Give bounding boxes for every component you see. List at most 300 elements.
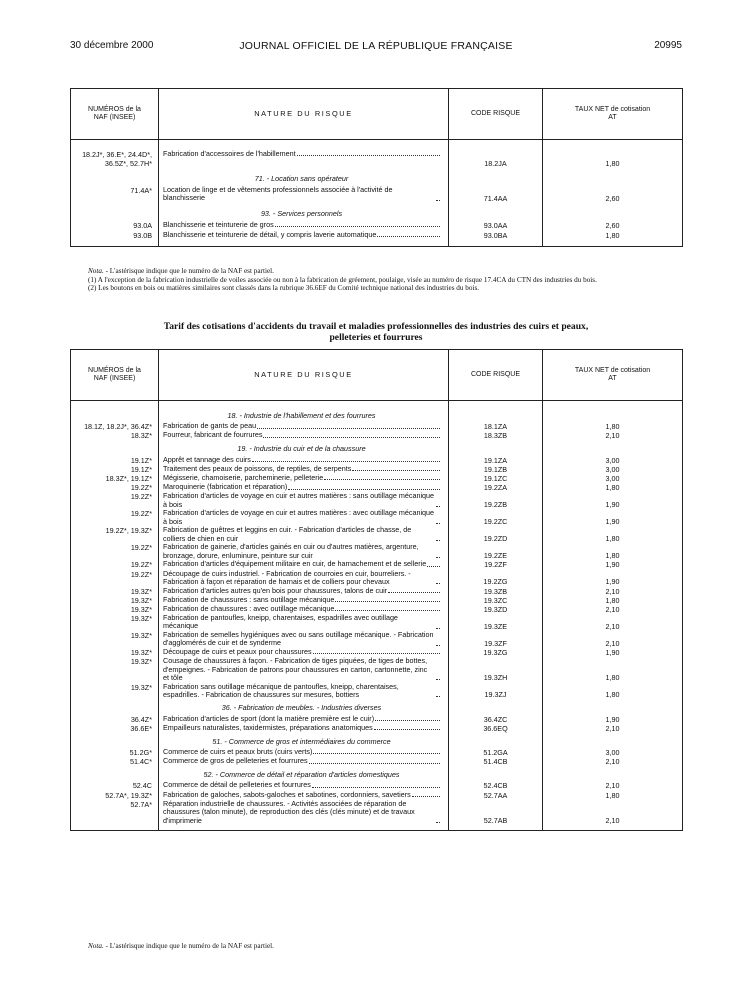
naf-cell (71, 648, 159, 657)
col-code-header: CODE RISQUE (449, 350, 543, 401)
code-cell (449, 465, 543, 474)
dot-leader (312, 787, 440, 788)
risk-label: Apprêt et tannage des cuirs (163, 454, 251, 464)
code-cell (449, 682, 543, 699)
risk-cell (159, 509, 449, 526)
section-title: 18. - Industrie de l'habillement et des fourrures (159, 401, 449, 423)
risk-table-1-body (71, 140, 683, 247)
rate-value: 1,80 (605, 595, 620, 605)
dot-leader (436, 696, 440, 697)
risk-code: 19.1ZB (483, 464, 508, 474)
dot-leader (412, 796, 440, 797)
risk-table-2-body (71, 401, 683, 831)
table-row (71, 509, 683, 526)
naf-cell (71, 140, 159, 169)
dot-leader (436, 679, 440, 680)
rate-cell (543, 401, 683, 423)
rate-cell (543, 543, 683, 560)
rate-cell (543, 724, 683, 733)
naf-number: 18.2J*, 36.E*, 24.4D*, 36.5Z*, 52.7H* (82, 150, 152, 168)
section-title: 71. - Location sans opérateur (159, 168, 449, 185)
dot-leader (436, 506, 440, 507)
risk-label: Fabrication de chaussures : avec outillage mécanique (163, 603, 335, 613)
risk-label-wrap (163, 431, 440, 439)
rate-value: 1,80 (605, 422, 620, 432)
risk-label-wrap (163, 631, 440, 648)
dot-leader (252, 461, 440, 462)
naf-number: 93.0B (133, 230, 152, 240)
naf-cell (71, 682, 159, 699)
naf-cell (71, 614, 159, 631)
risk-cell (159, 492, 449, 509)
rate-cell (543, 509, 683, 526)
rate-value: 3,00 (605, 748, 620, 758)
risk-label-wrap (163, 605, 440, 613)
section-row (71, 168, 683, 185)
naf-number: 19.2Z* (130, 569, 152, 579)
rate-cell (543, 168, 683, 185)
rate-value: 1,90 (605, 517, 620, 527)
naf-cell (71, 440, 159, 455)
naf-cell (71, 560, 159, 569)
code-cell (449, 230, 543, 247)
rate-cell (543, 185, 683, 203)
risk-code: 19.3ZC (483, 595, 508, 605)
col-naf-header: NUMÉROS de la NAF (INSEE) (71, 350, 159, 401)
rate-value: 2,60 (605, 193, 620, 203)
risk-label-wrap (163, 231, 440, 239)
code-cell (449, 185, 543, 203)
risk-label-wrap (163, 221, 440, 229)
naf-cell (71, 492, 159, 509)
risk-label: Fabrication de chaussures : sans outillage mécanique (163, 594, 335, 604)
risk-code: 51.4CB (483, 757, 508, 767)
risk-label: Fabrication sans outillage mécanique de pantoufles, kneipp, charentaises, espadrilles. - Fabrication de chaussures sur mesures, bottiers (163, 681, 399, 700)
table-row (71, 657, 683, 682)
rate-cell (543, 422, 683, 431)
risk-label-wrap (163, 587, 440, 595)
table-row (71, 757, 683, 766)
dot-leader (375, 720, 440, 721)
naf-number: 19.3Z* (130, 614, 152, 624)
rate-cell (543, 203, 683, 220)
naf-cell (71, 422, 159, 431)
risk-cell (159, 526, 449, 543)
rate-value: 2,10 (605, 781, 620, 791)
risk-label: Fabrication de gainerie, d'articles gainés en cuir ou d'autres matières, argenture, bronzage, dorure, enluminure, peinture sur cuir (163, 542, 419, 560)
page-header (70, 40, 682, 54)
nota-label: Nota. (88, 267, 104, 275)
code-cell (449, 401, 543, 423)
risk-label: Fabrication de guêtres et leggins en cuir. - Fabrication d'articles de chasse, de colliers de chien en cuir (163, 525, 412, 543)
naf-cell (71, 509, 159, 526)
rate-value: 1,90 (605, 714, 620, 724)
section-row (71, 699, 683, 714)
naf-cell (71, 526, 159, 543)
section-title: 36. - Fabrication de meubles. - Industries diverses (159, 699, 449, 714)
section-title: 51. - Commerce de gros et intermédiaires du commerce (159, 733, 449, 748)
rate-cell (543, 596, 683, 605)
code-cell (449, 648, 543, 657)
rate-cell (543, 230, 683, 247)
dot-leader (297, 155, 440, 156)
dot-leader (288, 489, 440, 490)
code-cell (449, 203, 543, 220)
naf-cell (71, 230, 159, 247)
rate-value: 2,10 (605, 757, 620, 767)
risk-cell (159, 185, 449, 203)
dot-leader (436, 200, 440, 201)
code-cell (449, 631, 543, 648)
dot-leader (388, 592, 440, 593)
code-cell (449, 586, 543, 595)
risk-code: 52.7AA (483, 790, 508, 800)
dot-leader (436, 583, 440, 584)
table-row (71, 220, 683, 230)
naf-number: 52.7A* (130, 799, 152, 809)
col-code-header: CODE RISQUE (449, 89, 543, 140)
naf-cell (71, 699, 159, 714)
naf-cell (71, 657, 159, 682)
risk-label: Commerce de cuirs et peaux bruts (cuirs verts) (163, 747, 313, 757)
risk-label: Cousage de chaussures à façon. - Fabrication de tiges piquées, de tiges de bottes, d'empeignes. - Fabrication de patrons pour chaussures en carton, cartonnette, zinc et tôle (163, 656, 428, 683)
code-cell (449, 543, 543, 560)
dot-leader (263, 437, 440, 438)
rate-cell (543, 586, 683, 595)
risk-cell (159, 220, 449, 230)
naf-cell (71, 455, 159, 464)
dot-leader (313, 753, 440, 754)
naf-number: 51.4C* (130, 757, 152, 767)
rate-value: 3,00 (605, 473, 620, 483)
code-cell (449, 596, 543, 605)
risk-label: Blanchisserie et teinturerie de gros (163, 219, 274, 229)
code-cell (449, 605, 543, 614)
naf-cell (71, 168, 159, 185)
risk-code: 52.4CB (483, 781, 508, 791)
col-rate-header: TAUX NET de cotisation AT (543, 89, 683, 140)
naf-number: 19.3Z* (130, 604, 152, 614)
risk-label-wrap (163, 781, 440, 789)
naf-number: 19.2Z*, 19.3Z* (105, 526, 152, 536)
rate-cell (543, 648, 683, 657)
table-row (71, 526, 683, 543)
risk-code: 19.1ZA (483, 455, 508, 465)
rate-value: 1,90 (605, 560, 620, 570)
code-cell (449, 492, 543, 509)
code-cell (449, 614, 543, 631)
rate-value: 2,10 (605, 604, 620, 614)
naf-number: 71.4A* (130, 186, 152, 195)
naf-number: 51.2G* (129, 748, 152, 758)
risk-label: Fabrication de galoches, sabots-galoches et sabotines, cordonniers, savetiers (163, 789, 411, 799)
rate-value: 1,80 (605, 159, 620, 168)
risk-code: 52.7AB (483, 816, 508, 825)
risk-label-wrap (163, 657, 440, 682)
risk-label: Découpage de cuirs industriel. - Fabrication de courroies en cuir, bourreliers. - Fabrication à façon et réparation de harnais et de colliers pour chevaux (163, 568, 411, 586)
risk-label-wrap (163, 715, 440, 723)
risk-code: 51.2GA (483, 748, 508, 758)
risk-code: 19.2ZE (483, 551, 508, 561)
rate-value: 2,10 (605, 621, 620, 631)
risk-code: 19.2ZG (483, 577, 508, 587)
naf-cell (71, 543, 159, 560)
risk-code: 19.2ZF (484, 560, 507, 570)
risk-cell (159, 682, 449, 699)
naf-cell (71, 185, 159, 203)
rate-value: 1,80 (605, 230, 620, 240)
code-cell (449, 699, 543, 714)
rate-cell (543, 748, 683, 757)
code-cell (449, 440, 543, 455)
risk-code: 71.4AA (483, 193, 508, 203)
table-row (71, 614, 683, 631)
rate-cell (543, 714, 683, 723)
risk-label-wrap (163, 526, 440, 543)
rate-value: 2,10 (605, 638, 620, 648)
risk-label-wrap (163, 422, 440, 430)
code-cell (449, 140, 543, 169)
risk-label-wrap (163, 757, 440, 765)
naf-number: 18.3Z* (130, 431, 152, 441)
risk-label: Fabrication de gants de peau (163, 421, 257, 431)
risk-label: Fabrication de semelles hygiéniques avec ou sans outillage mécanique. - Fabrication d'agglomérés de cuir et de synderme (163, 630, 434, 648)
risk-label-wrap (163, 150, 440, 158)
risk-label-wrap (163, 683, 440, 700)
naf-cell (71, 631, 159, 648)
naf-number: 18.1Z, 18.2J*, 36.4Z* (84, 422, 152, 432)
naf-number: 52.4C (132, 781, 152, 791)
risk-code: 19.2ZA (483, 483, 508, 493)
risk-code: 19.2ZC (483, 517, 508, 527)
table-row (71, 560, 683, 569)
naf-number: 19.3Z* (130, 586, 152, 596)
code-cell (449, 733, 543, 748)
col-risk-header: NATURE DU RISQUE (159, 89, 449, 140)
naf-cell (71, 605, 159, 614)
dot-leader (257, 428, 440, 429)
rate-value: 2,10 (605, 723, 620, 733)
section-title: 52. - Commerce de détail et réparation d'articles domestiques (159, 766, 449, 781)
risk-label-wrap (163, 648, 440, 656)
risk-label-wrap (163, 791, 440, 799)
risk-code: 36.6EQ (483, 723, 508, 733)
risk-label-wrap (163, 800, 440, 825)
naf-cell (71, 569, 159, 586)
rate-cell (543, 614, 683, 631)
code-cell (449, 220, 543, 230)
rate-value: 1,90 (605, 577, 620, 587)
rate-value: 1,80 (605, 534, 620, 544)
naf-cell (71, 766, 159, 781)
risk-cell (159, 140, 449, 169)
naf-cell (71, 733, 159, 748)
risk-code: 19.3ZF (484, 638, 507, 648)
risk-label: Location de linge et de vêtements professionnels associée à l'activité de blanchisserie (163, 185, 393, 203)
rate-value: 1,80 (605, 483, 620, 493)
rate-cell (543, 605, 683, 614)
rate-cell (543, 140, 683, 169)
dot-leader (309, 763, 440, 764)
naf-cell (71, 748, 159, 757)
risk-code: 19.3ZE (483, 621, 508, 631)
col-rate-header: TAUX NET de cotisation AT (543, 350, 683, 401)
risk-label: Fabrication de pantoufles, kneipp, charentaises, espadrilles avec outillage mécanique (163, 613, 398, 631)
notes-block-1 (70, 267, 682, 293)
risk-code: 18.1ZA (483, 422, 508, 432)
risk-label-wrap (163, 724, 440, 732)
risk-label: Réparation industrielle de chaussures. - Activités associées de réparation de chaussures (talon minute), de reproduction des clés (clés minute) et de travaux d'imprimerie (163, 798, 415, 825)
risk-label: Fabrication d'articles autres qu'en bois pour chaussures, talons de cuir (163, 585, 388, 595)
dot-leader (436, 540, 440, 541)
code-cell (449, 526, 543, 543)
risk-code: 36.4ZC (483, 714, 508, 724)
code-cell (449, 422, 543, 431)
rate-cell (543, 781, 683, 790)
naf-cell (71, 757, 159, 766)
rate-value: 2,60 (605, 220, 620, 230)
risk-code: 19.3ZD (483, 604, 508, 614)
code-cell (449, 766, 543, 781)
rate-value: 3,00 (605, 455, 620, 465)
code-cell (449, 781, 543, 790)
code-cell (449, 560, 543, 569)
risk-label: Mégisserie, chamoiserie, parcheminerie, pelleterie (163, 472, 324, 482)
risk-table-1 (70, 88, 683, 247)
table-row (71, 492, 683, 509)
nota-text: - L'astérisque indique que le numéro de la NAF est partiel. (103, 267, 274, 275)
section-row (71, 440, 683, 455)
risk-label-wrap (163, 492, 440, 509)
naf-number: 19.3Z* (130, 648, 152, 658)
table-row (71, 724, 683, 733)
naf-cell (71, 790, 159, 799)
risk-cell (159, 543, 449, 560)
rate-cell (543, 800, 683, 831)
rate-cell (543, 474, 683, 483)
risk-label: Fabrication d'articles de voyage en cuir et autres matières : sans outillage mécanique à bois (163, 491, 435, 509)
risk-label-wrap (163, 596, 440, 604)
risk-label: Fabrication d'articles de voyage en cuir et autres matières : avec outillage mécanique à bois (163, 508, 435, 526)
risk-cell (159, 230, 449, 247)
rate-cell (543, 526, 683, 543)
naf-cell (71, 474, 159, 483)
risk-label: Blanchisserie et teinturerie de détail, y compris laverie automatique (163, 229, 377, 239)
rate-value: 1,90 (605, 500, 620, 510)
naf-number: 19.3Z* (130, 657, 152, 667)
code-cell (449, 474, 543, 483)
rate-cell (543, 766, 683, 781)
rate-cell (543, 657, 683, 682)
risk-label: Découpage de cuirs et peaux pour chaussures (163, 647, 312, 657)
nota-label: Nota. (88, 942, 104, 950)
naf-cell (71, 596, 159, 605)
code-cell (449, 724, 543, 733)
risk-code: 93.0BA (483, 230, 508, 240)
naf-number: 93.0A (133, 220, 152, 230)
code-cell (449, 509, 543, 526)
dot-leader (427, 566, 440, 567)
rate-value: 2,10 (605, 586, 620, 596)
risk-cell (159, 724, 449, 733)
code-cell (449, 483, 543, 492)
risk-code: 93.0AA (483, 220, 508, 230)
rate-cell (543, 483, 683, 492)
footnote-1: (1) A l'exception de la fabrication industrielle de voiles associée ou non à la fabrication de gréement, poulaige, visée au numéro de risque 17.4CA du CTN des industries du bois. (88, 275, 597, 284)
risk-code: 19.1ZC (483, 473, 508, 483)
rate-value: 3,00 (605, 464, 620, 474)
rate-cell (543, 757, 683, 766)
table-row (71, 185, 683, 203)
naf-cell (71, 203, 159, 220)
naf-number: 19.3Z* (130, 682, 152, 692)
table-row (71, 140, 683, 169)
dot-leader (436, 557, 440, 558)
rate-value: 1,90 (605, 648, 620, 658)
rate-cell (543, 699, 683, 714)
risk-label: Traitement des peaux de poissons, de reptiles, de serpents (163, 463, 352, 473)
dot-leader (275, 226, 440, 227)
risk-code: 19.3ZG (483, 648, 508, 658)
rate-cell (543, 790, 683, 799)
risk-label-wrap (163, 465, 440, 473)
risk-label-wrap (163, 748, 440, 756)
code-cell (449, 800, 543, 831)
risk-cell (159, 657, 449, 682)
risk-label-wrap (163, 456, 440, 464)
risk-cell (159, 431, 449, 440)
rate-value: 2,10 (605, 431, 620, 441)
code-cell (449, 569, 543, 586)
naf-number: 19.2Z* (130, 543, 152, 553)
naf-cell (71, 724, 159, 733)
code-cell (449, 431, 543, 440)
naf-number: 19.3Z* (130, 595, 152, 605)
risk-code: 18.3ZB (483, 431, 508, 441)
section-row (71, 766, 683, 781)
tariff-title-line-2: pelleteries et fourrures (329, 332, 423, 343)
risk-code: 19.3ZH (483, 673, 508, 683)
dot-leader (436, 628, 440, 629)
journal-title: JOURNAL OFFICIEL DE LA RÉPUBLIQUE FRANÇAISE (239, 40, 513, 52)
risk-cell (159, 800, 449, 831)
notes-block-2 (70, 942, 682, 951)
rate-cell (543, 733, 683, 748)
rate-cell (543, 455, 683, 464)
dot-leader (335, 610, 440, 611)
section-row (71, 203, 683, 220)
risk-label: Commerce de gros de pelleteries et fourrures (163, 756, 308, 766)
naf-number: 19.2Z* (130, 492, 152, 502)
naf-cell (71, 401, 159, 423)
col-risk-header: NATURE DU RISQUE (159, 350, 449, 401)
code-cell (449, 657, 543, 682)
rate-cell (543, 631, 683, 648)
dot-leader (352, 470, 440, 471)
risk-label: Empailleurs naturalistes, taxidermistes, préparations anatomiques (163, 722, 373, 732)
risk-label: Commerce de détail de pelleteries et fourrures (163, 780, 311, 790)
dot-leader (436, 822, 440, 823)
code-cell (449, 790, 543, 799)
rate-value: 2,10 (605, 816, 620, 825)
dot-leader (377, 236, 440, 237)
naf-cell (71, 431, 159, 440)
naf-number: 52.7A*, 19.3Z* (105, 790, 152, 800)
rate-cell (543, 560, 683, 569)
naf-number: 19.1Z* (130, 455, 152, 465)
naf-cell (71, 800, 159, 831)
table-row (71, 800, 683, 831)
